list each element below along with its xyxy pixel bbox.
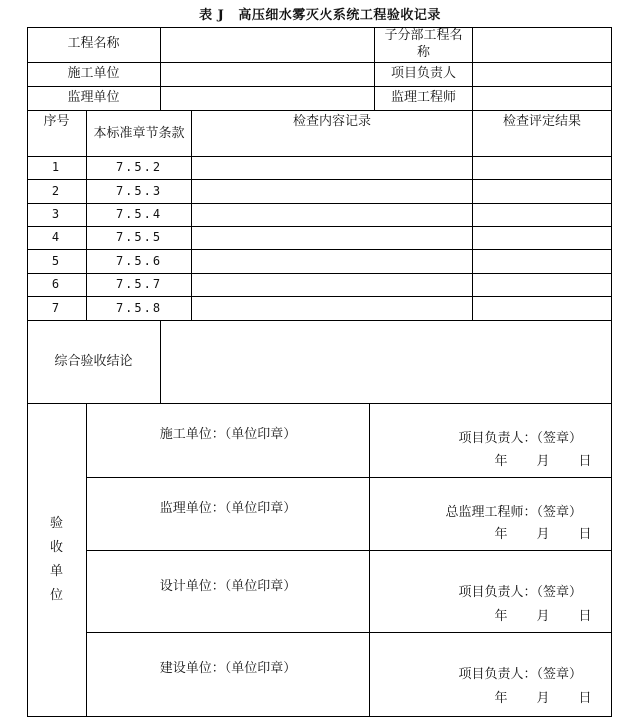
form-title-text: 高压细水雾灭火系统工程验收记录 [238,8,441,23]
table-border-right [611,27,612,717]
date-line [370,524,606,546]
form-code: 表 J [199,8,225,23]
row-seq: 4 [51,230,62,245]
date-month: 月 [536,526,550,542]
construction-unit-seal: 施工单位：（单位印章） [159,426,297,442]
date-day: 日 [578,526,592,542]
row-seq: 6 [51,277,62,292]
date-day: 日 [578,690,592,706]
construction-signer: 项目负责人：（签章） [458,430,582,446]
row-clause: 7.5.5 [115,230,163,245]
acceptance-record-table [27,27,612,717]
acceptance-units-label [27,404,86,716]
row-result-cell[interactable] [473,297,611,320]
design-unit-seal: 设计单位：（单位印章） [159,578,297,594]
construction-unit-field[interactable] [161,63,374,86]
supervision-signer: 总监理工程师：（签章） [445,504,582,520]
row-clause: 7.5.8 [115,300,163,315]
owner-unit-seal: 建设单位：（单位印章） [159,660,297,676]
project-name-label: 工程名称 [67,36,120,52]
sub-project-field[interactable] [473,27,611,62]
row-content-cell[interactable] [192,250,472,273]
row-content-cell[interactable] [192,157,472,179]
form-title [0,4,640,23]
conclusion-field[interactable] [161,321,611,403]
row-seq: 2 [51,183,62,198]
row-clause: 7.5.6 [115,253,163,268]
supervision-engineer-field[interactable] [473,87,611,110]
row-clause: 7.5.3 [115,183,163,198]
row-seq: 3 [51,207,62,222]
project-leader-label: 项目负责人 [390,66,456,82]
date-line [370,606,606,628]
row-content-cell[interactable] [192,180,472,203]
date-year: 年 [494,690,508,706]
row-result-cell[interactable] [473,204,611,226]
row-content-cell[interactable] [192,227,472,249]
date-day: 日 [578,453,592,469]
design-signer: 项目负责人：（签章） [458,584,582,600]
conclusion-label: 综合验收结论 [54,353,133,369]
row-result-cell[interactable] [473,180,611,203]
col-header-result: 检查评定结果 [502,113,581,129]
row-content-cell[interactable] [192,204,472,226]
date-year: 年 [494,526,508,542]
row-seq: 1 [51,160,62,175]
col-header-seq: 序号 [43,113,70,129]
date-year: 年 [494,608,508,624]
row-result-cell[interactable] [473,227,611,249]
row-clause: 7.5.4 [115,207,163,222]
label-char: 单 [49,564,63,579]
date-year: 年 [494,453,508,469]
row-result-cell[interactable] [473,274,611,296]
supervision-engineer-label: 监理工程师 [390,90,456,106]
label-char: 收 [49,540,63,555]
row-seq: 5 [51,253,62,268]
supervision-unit-field[interactable] [161,87,374,110]
col-header-clause: 本标准章节条款 [93,125,185,141]
date-month: 月 [536,453,550,469]
date-line [370,451,606,473]
row-content-cell[interactable] [192,274,472,296]
table-border-bottom [27,716,612,717]
date-month: 月 [536,690,550,706]
date-day: 日 [578,608,592,624]
row-result-cell[interactable] [473,250,611,273]
date-line [370,688,606,710]
owner-signer: 项目负责人：（签章） [458,666,582,682]
sub-project-label: 子分部工程名称 [384,27,463,60]
label-char: 验 [49,516,63,531]
construction-unit-label: 施工单位 [67,66,120,82]
row-result-cell[interactable] [473,157,611,179]
col-header-content: 检查内容记录 [292,113,371,129]
supervision-unit-seal: 监理单位：（单位印章） [159,500,297,516]
project-leader-field[interactable] [473,63,611,86]
supervision-unit-label: 监理单位 [67,90,120,106]
row-content-cell[interactable] [192,297,472,320]
label-char: 位 [49,588,63,603]
date-month: 月 [536,608,550,624]
project-name-field[interactable] [161,27,374,62]
row-clause: 7.5.7 [115,277,163,292]
row-seq: 7 [51,300,62,315]
row-clause: 7.5.2 [115,160,163,175]
